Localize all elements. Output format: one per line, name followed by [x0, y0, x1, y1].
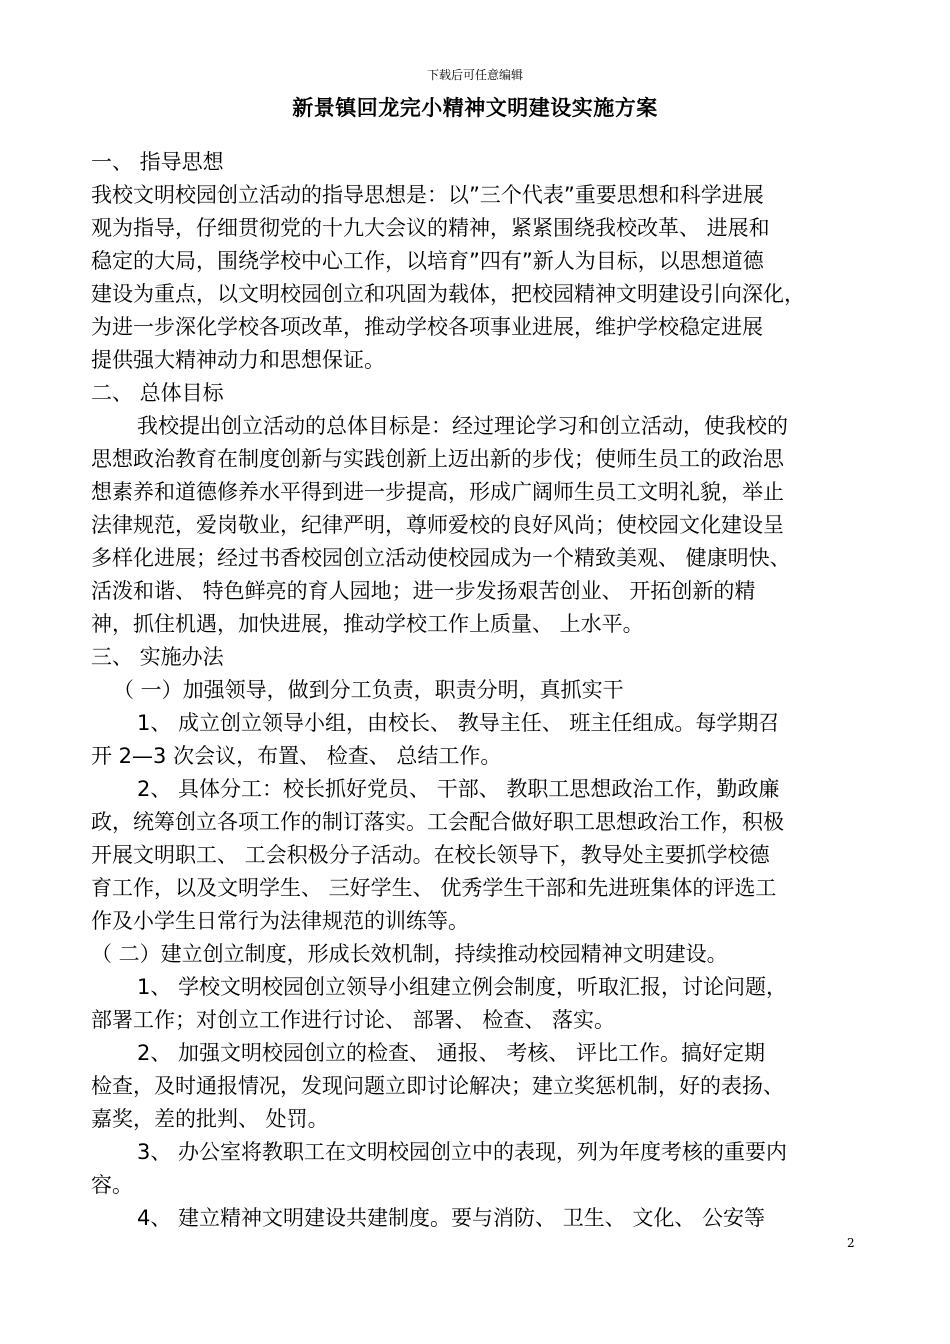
- document-body: [91, 146, 863, 1235]
- text-line: 开 2—3 次会议，布置、 检查、 总结工作。: [91, 744, 502, 768]
- text-line: 检查，及时通报情况，发现问题立即讨论解决；建立奖惩机制，好的表扬、: [91, 1074, 784, 1098]
- text-line: 作及小学生日常行为法律规范的训练等。: [91, 909, 469, 933]
- text-line: 想素养和道德修养水平得到进一步提高，形成广阔师生员工文明礼貌，举止: [91, 480, 784, 504]
- text-line: 多样化进展；经过书香校园创立活动使校园成为一个精致美观、 健康明快、: [91, 546, 791, 570]
- header-note: 下载后可任意编辑: [426, 68, 523, 82]
- text-line: 观为指导，仔细贯彻党的十九大会议的精神，紧紧围绕我校改革、 进展和: [91, 216, 770, 240]
- text-line: 提供强大精神动力和思想保证。: [91, 348, 385, 372]
- text-line: 容。: [91, 1173, 133, 1197]
- text-line: 1、 成立创立领导小组，由校长、 教导主任、 班主任组成。每学期召: [137, 711, 780, 735]
- text-line: 3、 办公室将教职工在文明校园创立中的表现，列为年度考核的重要内: [137, 1140, 788, 1164]
- text-line: 一、 指导思想: [91, 150, 224, 174]
- text-line: 部署工作；对创立工作进行讨论、 部署、 检查、 落实。: [91, 1008, 616, 1032]
- text-line: 嘉奖，差的批判、 处罚。: [91, 1107, 329, 1131]
- text-line: 二、 总体目标: [91, 381, 224, 405]
- text-line: 活泼和谐、 特色鲜亮的育人园地；进一步发扬艰苦创业、 开拓创新的精: [91, 579, 756, 603]
- text-line: （ 二）建立创立制度，形成长效机制，持续推动校园精神文明建设。: [91, 942, 728, 966]
- text-line: 我校提出创立活动的总体目标是：经过理论学习和创立活动，使我校的: [137, 414, 788, 438]
- text-line: 法律规范，爱岗敬业，纪律严明，尊师爱校的良好风尚；使校园文化建设呈: [91, 513, 784, 537]
- text-line: 1、 学校文明校园创立领导小组建立例会制度，听取汇报，讨论问题，: [137, 975, 788, 999]
- text-line: 2、 加强文明校园创立的检查、 通报、 考核、 评比工作。搞好定期: [137, 1041, 766, 1065]
- text-line: 开展文明职工、 工会积极分子活动。在校长领导下，教导处主要抓学校德: [91, 843, 770, 867]
- text-line: 我校文明校园创立活动的指导思想是：以”三个代表”重要思想和科学进展: [91, 183, 764, 207]
- text-line: 为进一步深化学校各项改革，推动学校各项事业进展，维护学校稳定进展: [91, 315, 763, 339]
- text-line: （ 一）加强领导，做到分工负责，职责分明，真抓实干: [113, 678, 624, 702]
- page-number: 2: [847, 1236, 855, 1250]
- text-line: 稳定的大局，围绕学校中心工作，以培育”四有”新人为目标，以思想道德: [91, 249, 764, 273]
- text-line: 育工作，以及文明学生、 三好学生、 优秀学生干部和先进班集体的评选工: [91, 876, 777, 900]
- text-line: 2、 具体分工：校长抓好党员、 干部、 教职工思想政治工作，勤政廉: [137, 777, 780, 801]
- text-line: 政，统筹创立各项工作的制订落实。工会配合做好职工思想政治工作，积极: [91, 810, 784, 834]
- text-line: 4、 建立精神文明建设共建制度。要与消防、 卫生、 文化、 公安等: [137, 1206, 766, 1230]
- text-line: 思想政治教育在制度创新与实践创新上迈出新的步伐；使师生员工的政治思: [91, 447, 784, 471]
- document-title: 新景镇回龙完小精神文明建设实施方案: [292, 96, 658, 120]
- text-line: 神，抓住机遇，加快进展，推动学校工作上质量、 上水平。: [91, 612, 644, 636]
- text-line: 建设为重点，以文明校园创立和巩固为载体，把校园精神文明建设引向深化，: [91, 282, 805, 306]
- text-line: 三、 实施办法: [91, 645, 224, 669]
